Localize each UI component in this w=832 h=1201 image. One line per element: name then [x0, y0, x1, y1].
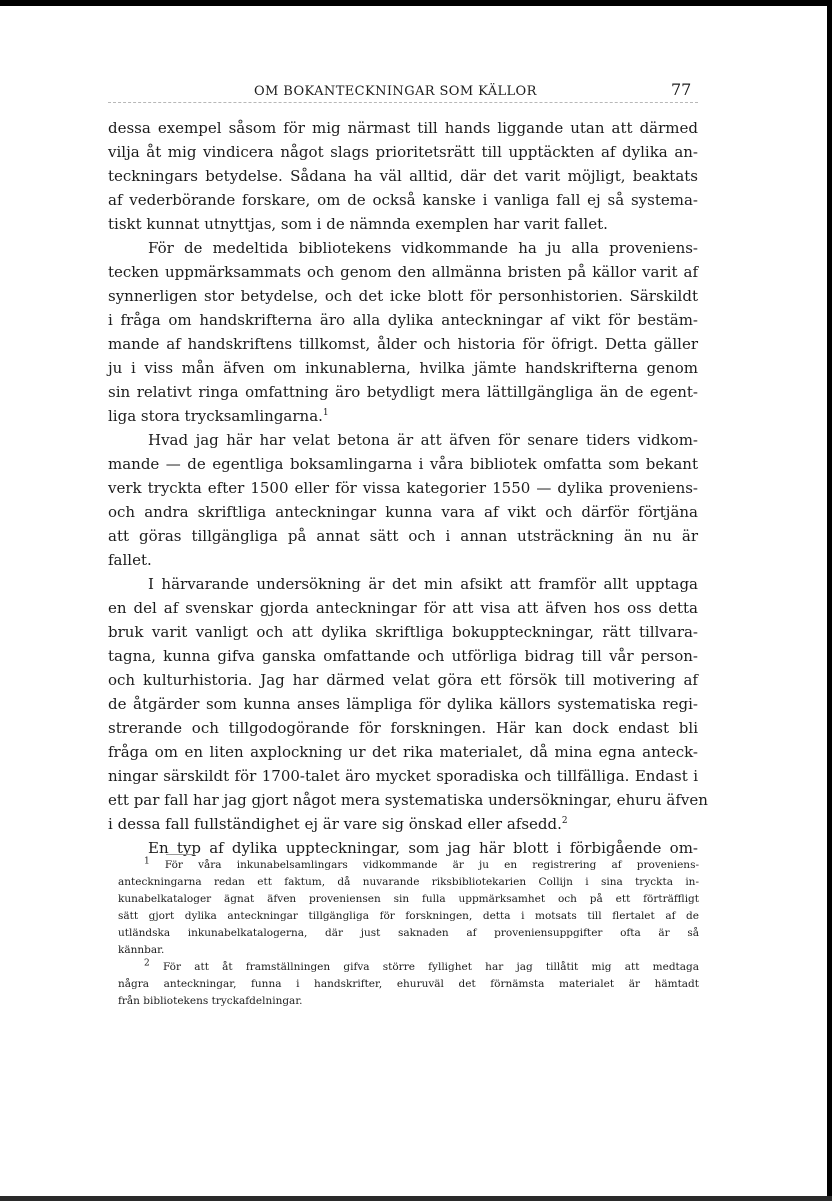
text-line-with-note — [108, 812, 698, 836]
text-line: de åtgärder som kunna anses lämpliga för dylika källors systematiska regi- — [108, 695, 698, 713]
text-line: strerande och tillgodogörande för forskningen. Här kan dock endast bli — [108, 719, 698, 737]
text-line: Hvad jag här har velat betona är att äfven för senare tiders vidkom- — [148, 431, 698, 449]
text-line: teckningars betydelse. Sådana ha väl alltid, där det varit möjligt, beaktats — [108, 167, 698, 185]
footnote-line: För att åt framställningen gifva större fyllighet har jag tillåtit mig att medtaga — [162, 961, 700, 973]
text-line: och kulturhistoria. Jag har därmed velat göra ett försök till motivering af — [108, 671, 698, 689]
text-line: i fråga om handskrifterna äro alla dylika anteckningar af vikt för bestäm- — [108, 311, 698, 329]
footnote-line: utländska inkunabelkatalogerna, där just saknaden af proveniensuppgifter ofta är så — [118, 927, 699, 939]
footnote-line: från bibliotekens tryckafdelningar. — [118, 995, 303, 1007]
text-line: En typ af dylika uppteckningar, som jag här blott i förbigående om- — [148, 839, 698, 857]
footnotes — [118, 857, 699, 1010]
text-line: dessa exempel såsom för mig närmast till hands liggande utan att därmed — [108, 119, 698, 137]
footnote-line: kännbar. — [118, 944, 165, 956]
text-line: ett par fall har jag gjort något mera systematiska undersökningar, ehuru äfven — [108, 791, 708, 809]
text-line: mande af handskriftens tillkomst, ålder och historia för öfrigt. Detta gäller — [108, 335, 698, 353]
text-line: bruk varit vanligt och att dylika skriftliga bokuppteckningar, rätt tillvara- — [108, 623, 698, 641]
text-line: fallet. — [108, 551, 152, 569]
text-line: ningar särskildt för 1700-talet äro mycket sporadiska och tillfälliga. Endast i — [108, 767, 698, 785]
text-line: verk tryckta efter 1500 eller för vissa kategorier 1550 — dylika proveniens- — [108, 479, 698, 497]
header-rule — [108, 102, 698, 103]
footnote-line-with-mark — [118, 857, 699, 874]
text-line: ju i viss mån äfven om inkunablerna, hvilka jämte handskrifterna genom — [108, 359, 698, 377]
scan-edge-bottom — [0, 1196, 832, 1201]
text-line: För de medeltida bibliotekens vidkommande ha ju alla proveniens- — [148, 239, 698, 257]
footnote-line: några anteckningar, funna i handskrifter, ehuruväl det förnämsta materialet är hämtadt — [118, 978, 699, 990]
text-line: liga stora trycksamlingarna. — [108, 407, 323, 425]
text-line: mande — de egentliga boksamlingarna i våra bibliotek omfatta som bekant — [108, 455, 698, 473]
text-line: vilja åt mig vindicera något slags prioritetsrätt till upptäckten af dylika an- — [108, 143, 698, 161]
footnote-line-with-mark — [118, 959, 699, 976]
footnote-rule — [166, 854, 194, 855]
text-line-with-note — [108, 404, 698, 428]
text-line: och andra skriftliga anteckningar kunna vara af vikt och därför förtjäna — [108, 503, 698, 521]
body-text — [108, 116, 708, 860]
text-line: I härvarande undersökning är det min afsikt att framför allt upptaga — [148, 575, 698, 593]
text-line: synnerligen stor betydelse, och det icke blott för personhistorien. Särskildt — [108, 287, 698, 305]
text-line: en del af svenskar gjorda anteckningar för att visa att äfven hos oss detta — [108, 599, 698, 617]
footnote-line: sätt gjort dylika anteckningar tillgängliga för forskningen, detta i motsats till flertalet af de — [118, 910, 699, 922]
footnote-line: För våra inkunabelsamlingars vidkommande är ju en registrering af proveniens- — [164, 859, 700, 871]
text-line: sin relativt ringa omfattning äro betydligt mera lättillgängliga än de egent- — [108, 383, 698, 401]
footnote-line: kunabelkataloger ägnat äfven proveniensen sin fulla uppmärksamhet och på ett förträffligt — [118, 893, 699, 905]
footnote-line: anteckningarna redan ett faktum, då nuvarande riksbibliotekarien Collijn i sina tryckta in- — [118, 876, 699, 888]
footnote-mark-2: 2 — [144, 958, 150, 969]
text-line: tiskt kunnat utnyttjas, som i de nämnda exemplen har varit fallet. — [108, 215, 608, 233]
text-line: tagna, kunna gifva ganska omfattande och utförliga bidrag till vår person- — [108, 647, 698, 665]
footnote-ref-2: 2 — [561, 816, 568, 826]
text-line: af vederbörande forskare, om de också kanske i vanliga fall ej så systema- — [108, 191, 698, 209]
text-line: i dessa fall fullständighet ej är vare sig önskad eller afsedd. — [108, 815, 562, 833]
scan-edge-top — [0, 0, 832, 6]
page-number: 77 — [671, 80, 692, 99]
text-line: att göras tillgängliga på annat sätt och i annan utsträckning än nu är — [108, 527, 698, 545]
running-title: OM BOKANTECKNINGAR SOM KÄLLOR — [254, 84, 537, 99]
scan-edge-right — [827, 0, 832, 1201]
footnote-ref-1: 1 — [322, 408, 329, 418]
text-line: tecken uppmärksammats och genom den allmänna bristen på källor varit af — [108, 263, 698, 281]
text-line: fråga om en liten axplockning ur det rika materialet, då mina egna anteck- — [108, 743, 698, 761]
footnote-mark-1: 1 — [144, 856, 150, 867]
